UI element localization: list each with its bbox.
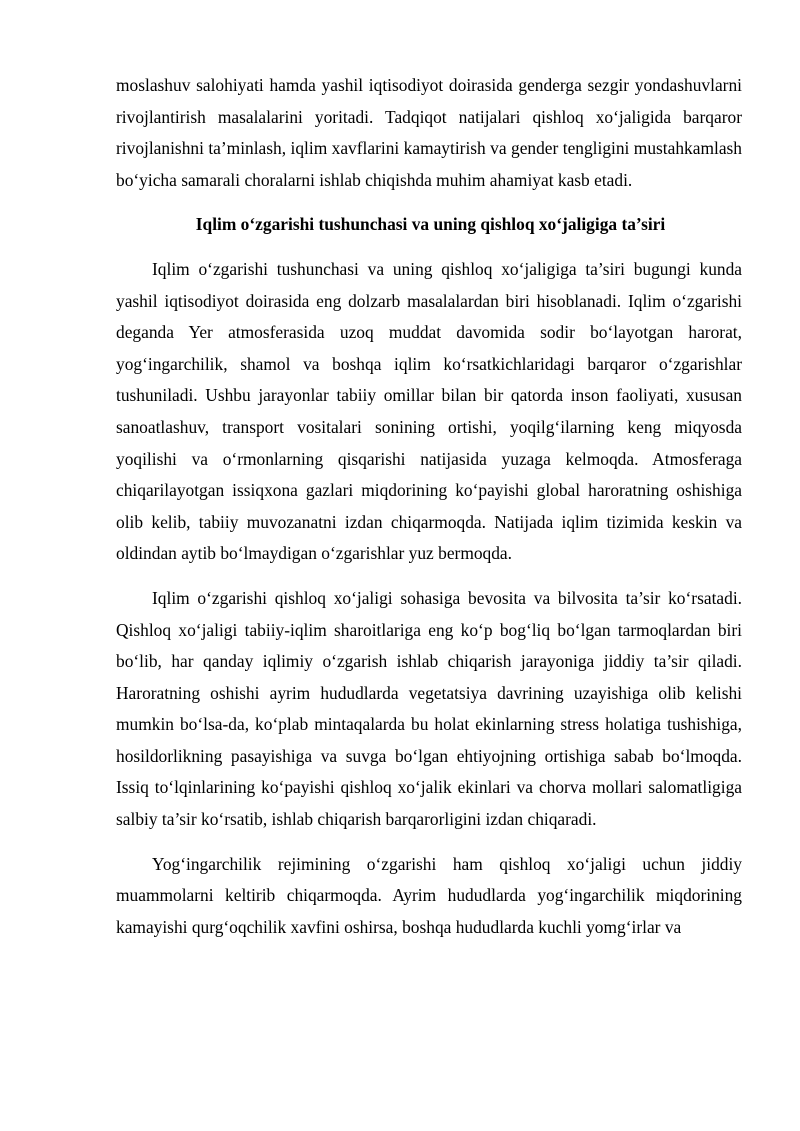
paragraph-agriculture-impact: Iqlim o‘zgarishi qishloq xo‘jaligi sohasiga bevosita va bilvosita ta’sir ko‘rsatadi. Qishloq xo‘jaligi tabiiy-iqlim sharoitlariga eng ko‘p bog‘liq bo‘lgan tarmoqlardan biri bo‘lib, har qanday iqlimiy o‘zgarish ishlab chiqarish jarayoniga jiddiy ta’sir qiladi. Haroratning oshishi ayrim hududlarda vegetatsiya davrining uzayishiga olib kelishi mumkin bo‘lsa-da, ko‘plab mintaqalarda bu holat ekinlarning stress holatiga tushishiga, hosildorlikning pasayishiga va suvga bo‘lgan ehtiyojning ortishiga sabab bo‘lmoqda. Issiq to‘lqinlarining ko‘payishi qishloq xo‘jalik ekinlari va chorva mollari salomatligiga salbiy ta’sir ko‘rsatib, ishlab chiqarish barqarorligini izdan chiqaradi. <box>116 587 742 830</box>
paragraph-precipitation: Yog‘ingarchilik rejimining o‘zgarishi ham qishloq xo‘jaligi uchun jiddiy muammolarni keltirib chiqarmoqda. Ayrim hududlarda yog‘ingarchilik miqdorining kamayishi qurg‘oqchilik xavfini oshirsa, boshqa hududlarda kuchli yomg‘irlar va <box>116 853 742 937</box>
section-heading: Iqlim o‘zgarishi tushunchasi va uning qishloq xo‘jaligiga ta’siri <box>195 214 666 235</box>
paragraph-intro-continuation: moslashuv salohiyati hamda yashil iqtisodiyot doirasida genderga sezgir yondashuvlarni rivojlantirish masalalarini yoritadi. Tadqiqot natijalari qishloq xo‘jaligida barqaror rivojlanishni ta’minlash, iqlim xavflarini kamaytirish va gender tengligini mustahkamlash bo‘yicha samarali choralarni ishlab chiqishda muhim ahamiyat kasb etadi. <box>116 75 742 190</box>
paragraph-climate-definition: Iqlim o‘zgarishi tushunchasi va uning qishloq xo‘jaligiga ta’siri bugungi kunda yashil iqtisodiyot doirasida eng dolzarb masalalardan biri hisoblanadi. Iqlim o‘zgarishi deganda Yer atmosferasida uzoq muddat davomida sodir bo‘layotgan harorat, yog‘ingarchilik, shamol va boshqa iqlim ko‘rsatkichlaridagi barqaror o‘zgarishlar tushuniladi. Ushbu jarayonlar tabiiy omillar bilan bir qatorda inson faoliyati, xususan sanoatlashuv, transport vositalari sonining ortishi, yoqilg‘ilarning keng miqyosda yoqilishi va o‘rmonlarning qisqarishi natijasida yuzaga kelmoqda. Atmosferaga chiqarilayotgan issiqxona gazlari miqdorining ko‘payishi global haroratning oshishiga olib kelib, tabiiy muvozanatni izdan chiqarmoqda. Natijada iqlim tizimida keskin va oldindan aytib bo‘lmaydigan o‘zgarishlar yuz bermoqda. <box>116 258 742 564</box>
